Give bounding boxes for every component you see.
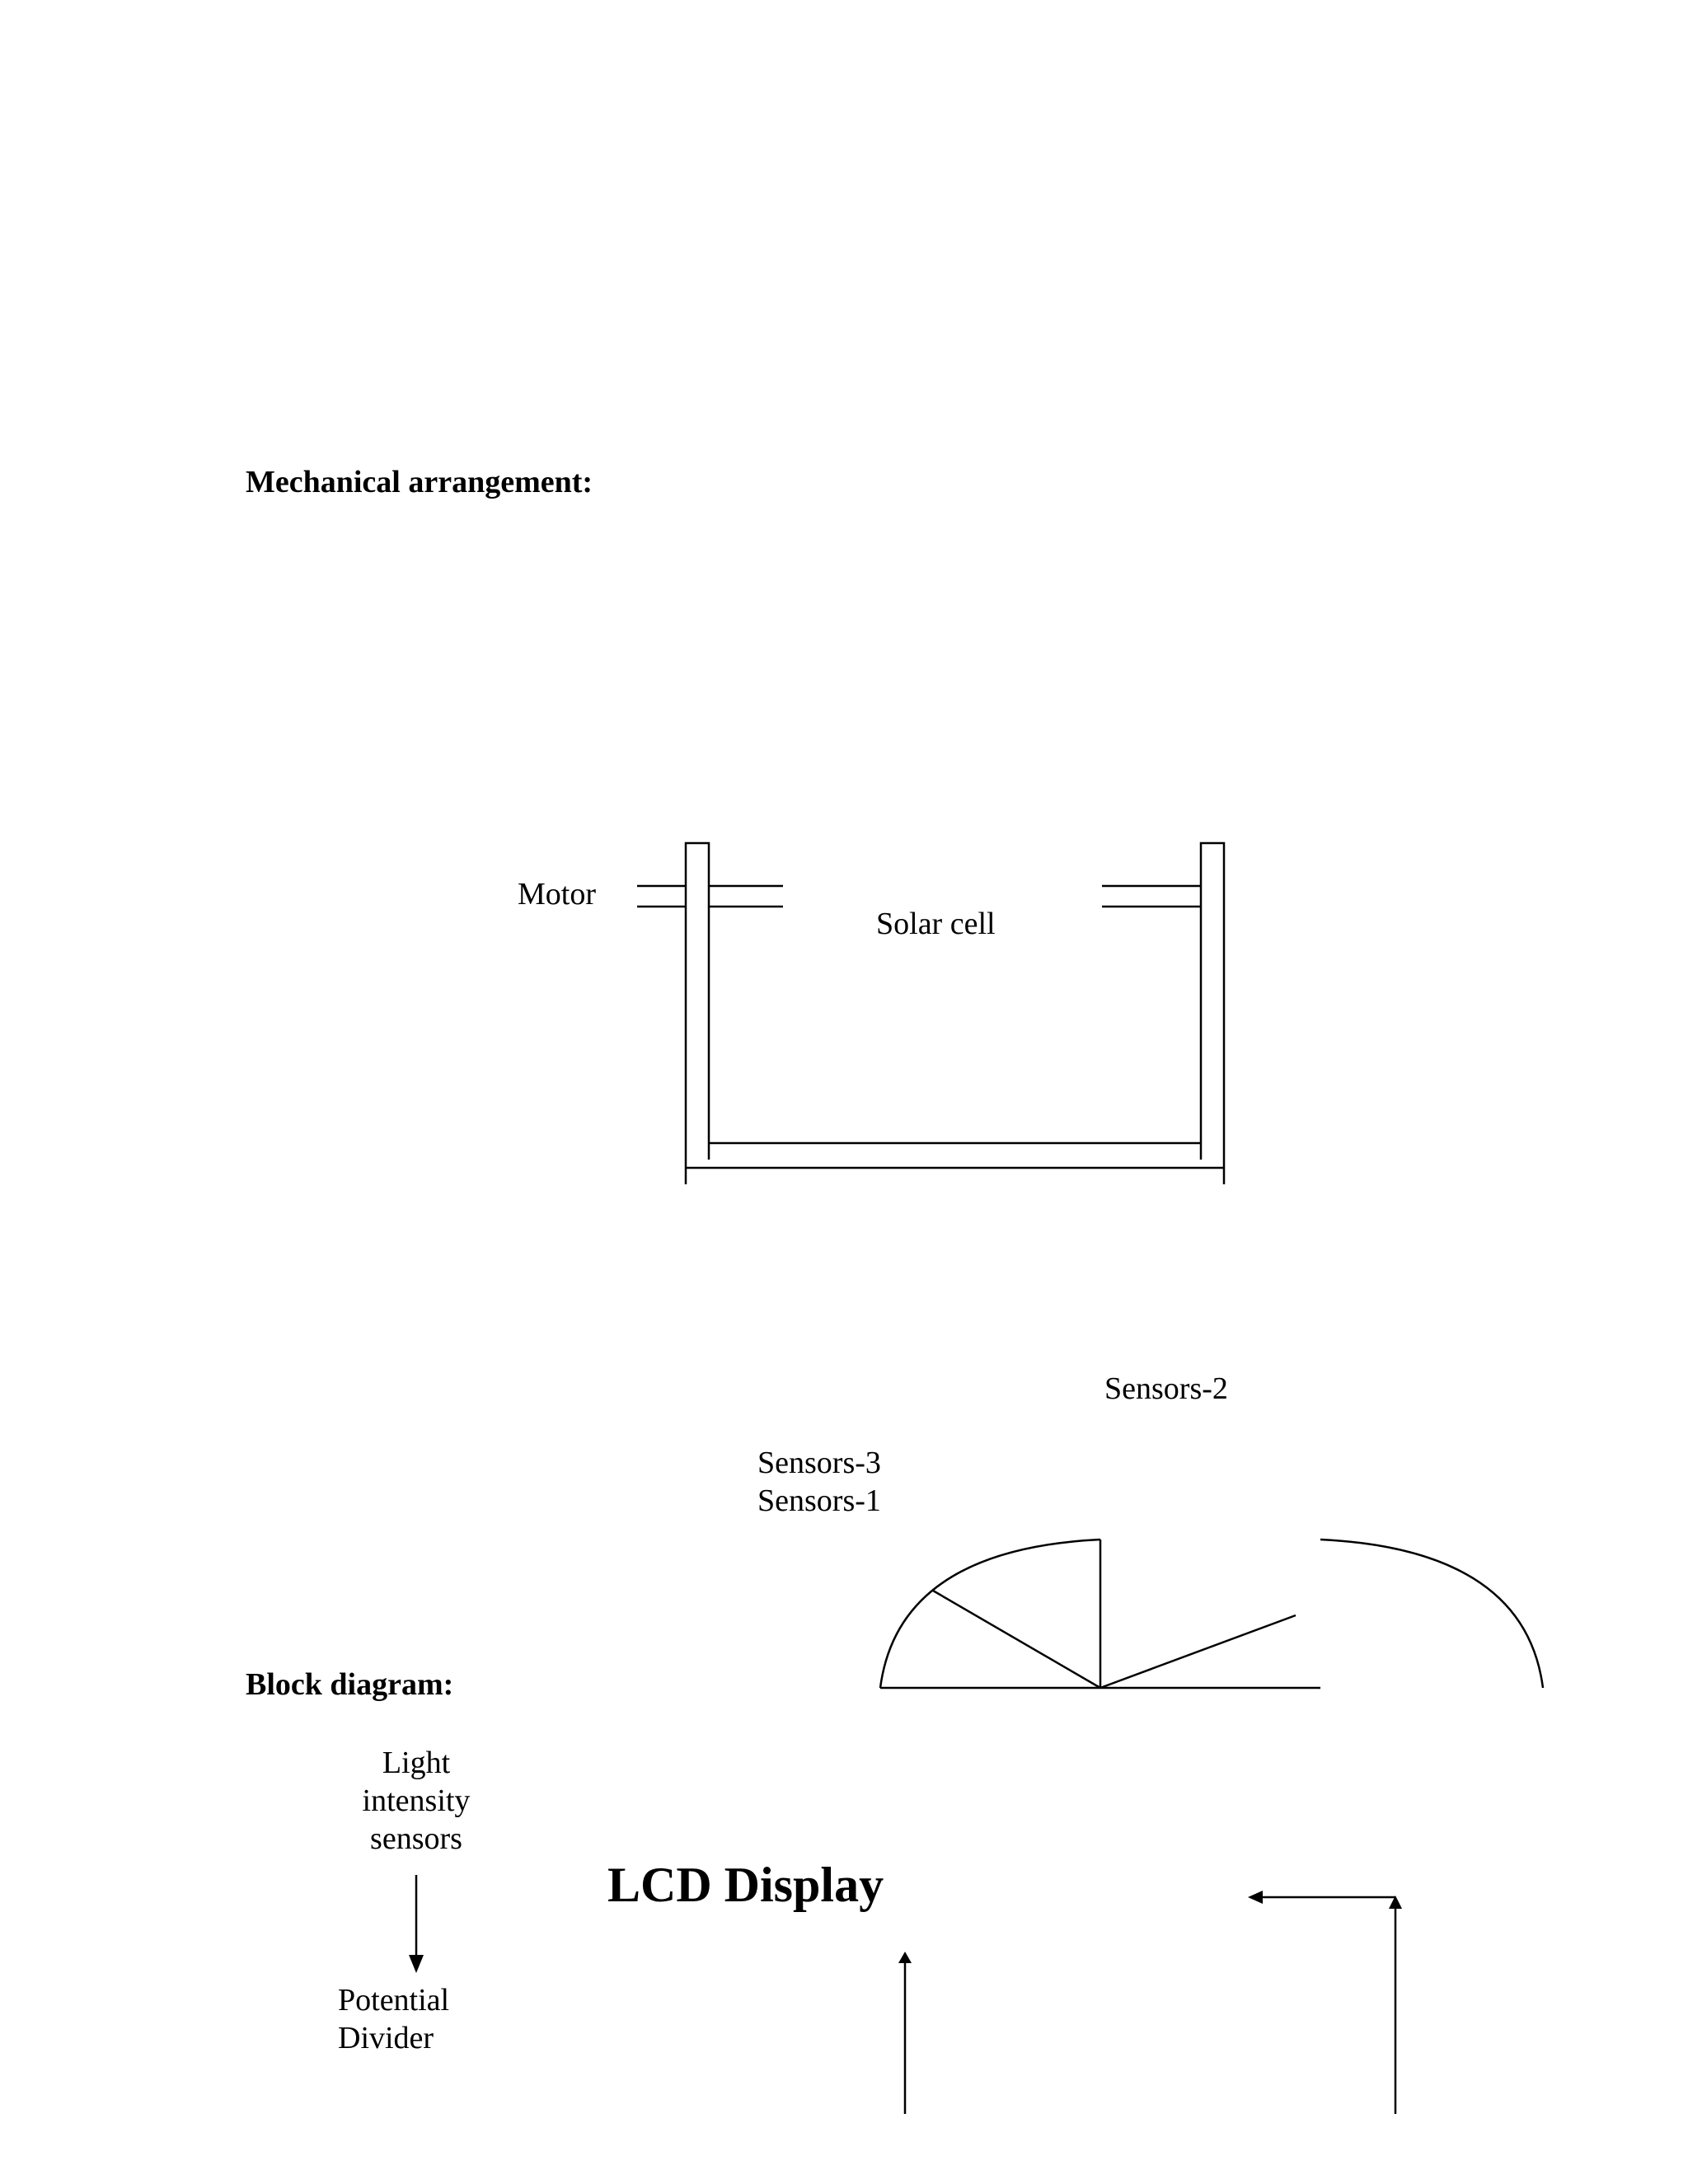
motor-label: Motor (518, 877, 596, 912)
arrowhead-left (1248, 1891, 1263, 1904)
right-upright (1201, 843, 1224, 1184)
lcd-display-label: LCD Display (607, 1858, 884, 1912)
block-diagram-heading: Block diagram: (246, 1667, 454, 1702)
potential-divider-label-line2: Divider (338, 2021, 434, 2055)
light-sensors-label-line2: intensity (362, 1783, 471, 1818)
sensor-2-label: Sensors-2 (1104, 1371, 1228, 1406)
mechanical-arrangement-heading: Mechanical arrangement: (246, 465, 593, 499)
mechanical-frame (637, 843, 1224, 1184)
sensor-1-label: Sensors-1 (757, 1483, 881, 1518)
sensor-3-label: Sensors-3 (757, 1446, 881, 1480)
solar-cell-label: Solar cell (876, 907, 996, 941)
sensor-left-arc (880, 1540, 1100, 1688)
light-sensors-label-line1: Light (382, 1746, 451, 1780)
sensor-left-ray (933, 1591, 1100, 1688)
block-diagram-arrows (416, 1875, 1395, 2114)
sensor-right-arc (1320, 1540, 1543, 1688)
left-upright (686, 843, 709, 1184)
light-sensors-label-line3: sensors (370, 1821, 462, 1856)
arrowhead-down (409, 1955, 424, 1973)
sensor-right-ray (1100, 1615, 1296, 1688)
sensor-arrangement (880, 1540, 1543, 1688)
potential-divider-label-line1: Potential (338, 1983, 450, 2018)
arrowhead-up-lcd (898, 1952, 912, 1963)
